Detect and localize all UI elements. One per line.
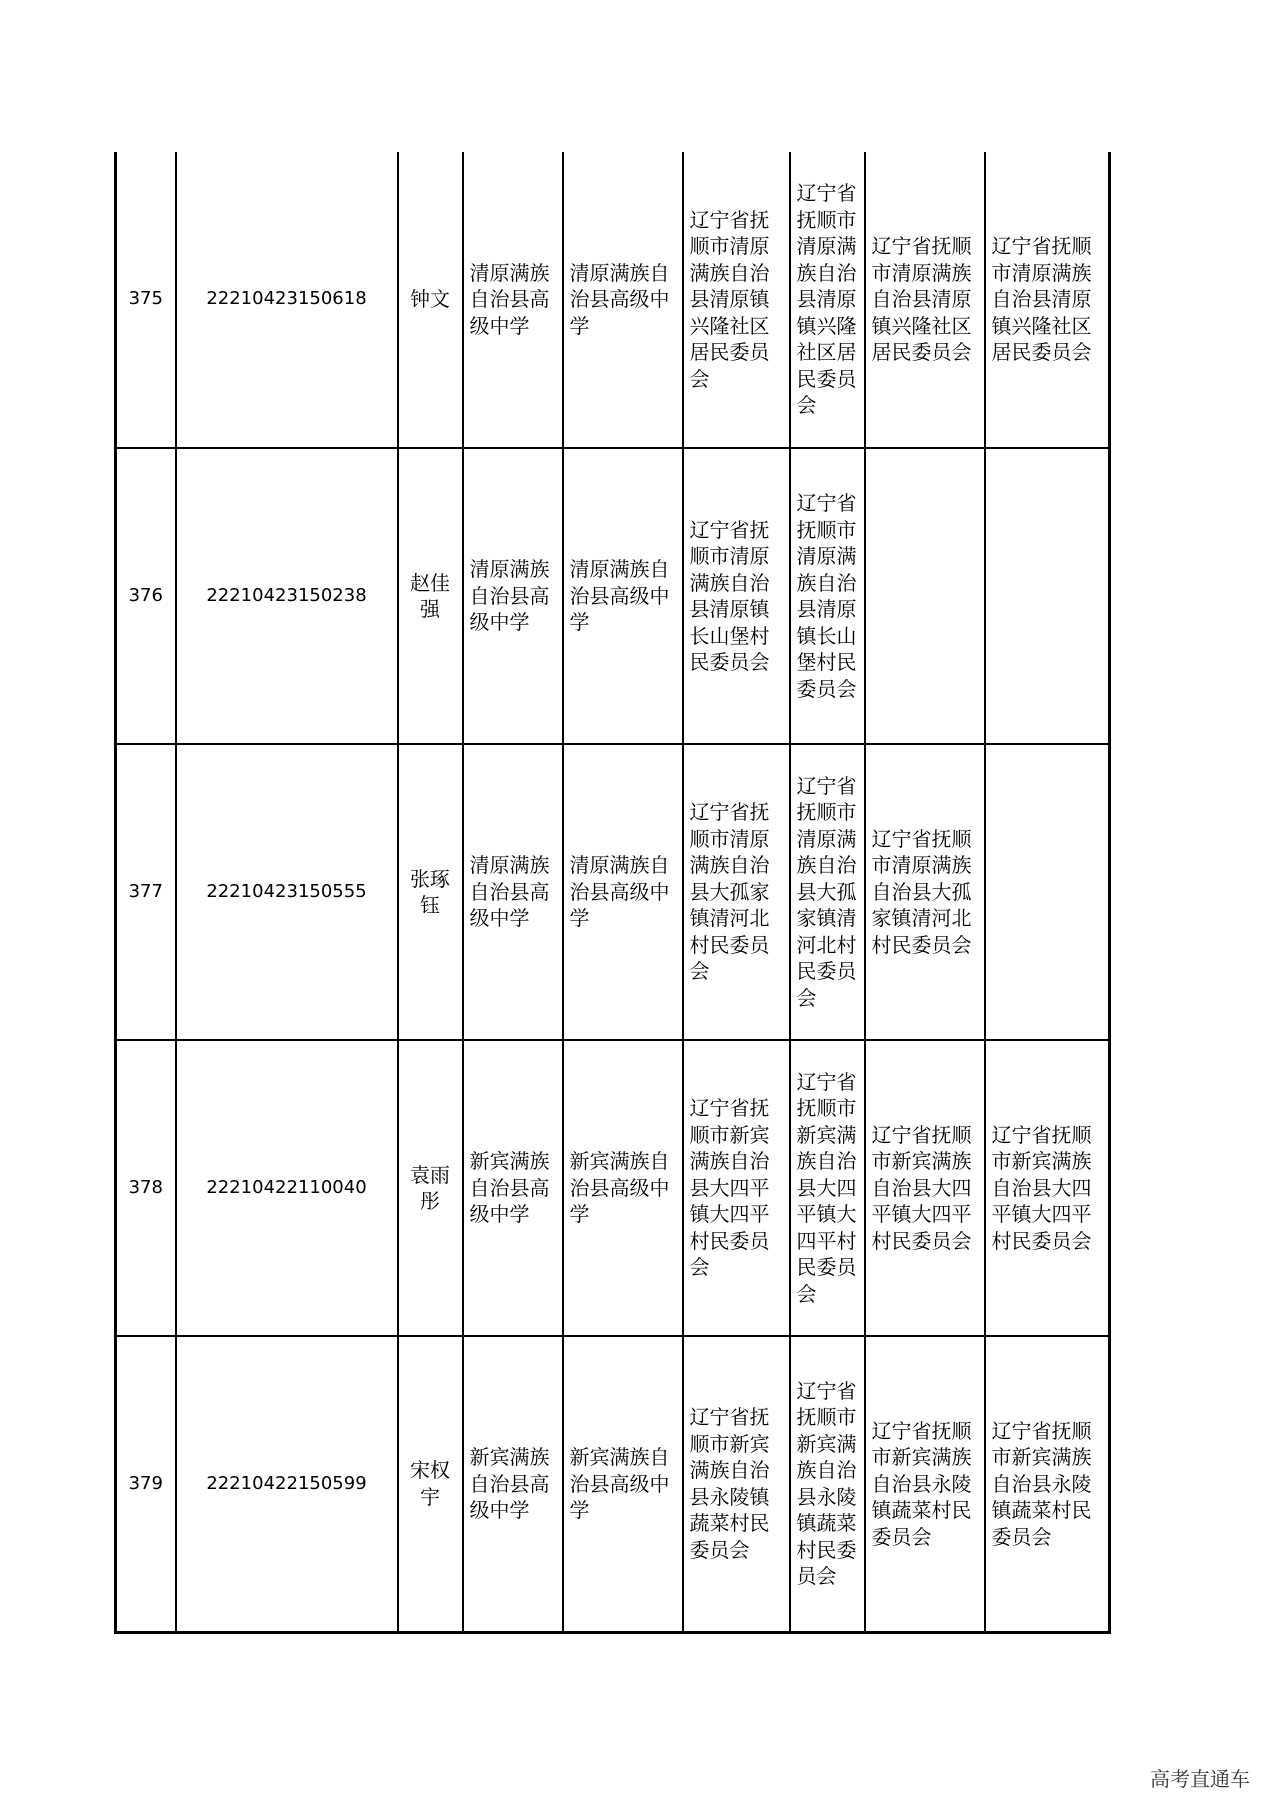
school: 清原满族自治县高级中学: [463, 152, 563, 448]
current-residence: 辽宁省抚顺市清原满族自治县清原镇兴隆社区居民委员会: [985, 152, 1110, 448]
guardian-residence: 辽宁省抚顺市清原满族自治县清原镇兴隆社区居民委员会: [865, 152, 985, 448]
table-row: [116, 152, 1110, 448]
row-number: 378: [116, 1040, 176, 1336]
row-number: 375: [116, 152, 176, 448]
school: 新宾满族自治县高级中学: [463, 1040, 563, 1336]
table-row: [116, 1336, 1110, 1632]
current-residence: 辽宁省抚顺市新宾满族自治县永陵镇蔬菜村民委员会: [985, 1336, 1110, 1632]
row-number: 377: [116, 744, 176, 1040]
graduating-school: 新宾满族自治县高级中学: [563, 1040, 683, 1336]
household-residence: 辽宁省抚顺市清原满族自治县清原镇兴隆社区居民委员会: [790, 152, 865, 448]
registered-residence: 辽宁省抚顺市新宾满族自治县永陵镇蔬菜村民委员会: [683, 1336, 790, 1632]
household-residence: 辽宁省抚顺市新宾满族自治县永陵镇蔬菜村民委员会: [790, 1336, 865, 1632]
student-name: 张琢钰: [398, 744, 463, 1040]
guardian-residence: 辽宁省抚顺市清原满族自治县大孤家镇清河北村民委员会: [865, 744, 985, 1040]
row-number: 376: [116, 448, 176, 744]
guardian-residence: 辽宁省抚顺市新宾满族自治县永陵镇蔬菜村民委员会: [865, 1336, 985, 1632]
graduating-school: 新宾满族自治县高级中学: [563, 1336, 683, 1632]
graduating-school: 清原满族自治县高级中学: [563, 448, 683, 744]
school: 清原满族自治县高级中学: [463, 448, 563, 744]
roster-table: [114, 152, 1111, 1634]
household-residence: 辽宁省抚顺市新宾满族自治县大四平镇大四平村民委员会: [790, 1040, 865, 1336]
guardian-residence: 辽宁省抚顺市新宾满族自治县大四平镇大四平村民委员会: [865, 1040, 985, 1336]
exam-id: 22210422150599: [176, 1336, 398, 1632]
current-residence: 辽宁省抚顺市新宾满族自治县大四平镇大四平村民委员会: [985, 1040, 1110, 1336]
current-residence: [985, 448, 1110, 744]
exam-id: 22210423150238: [176, 448, 398, 744]
table-row: [116, 448, 1110, 744]
registered-residence: 辽宁省抚顺市清原满族自治县清原镇兴隆社区居民委员会: [683, 152, 790, 448]
school: 清原满族自治县高级中学: [463, 744, 563, 1040]
exam-id: 22210423150555: [176, 744, 398, 1040]
registered-residence: 辽宁省抚顺市清原满族自治县大孤家镇清河北村民委员会: [683, 744, 790, 1040]
table-row: [116, 744, 1110, 1040]
graduating-school: 清原满族自治县高级中学: [563, 744, 683, 1040]
exam-id: 22210422110040: [176, 1040, 398, 1336]
registered-residence: 辽宁省抚顺市新宾满族自治县大四平镇大四平村民委员会: [683, 1040, 790, 1336]
household-residence: 辽宁省抚顺市清原满族自治县清原镇长山堡村民委员会: [790, 448, 865, 744]
current-residence: [985, 744, 1110, 1040]
student-name: 赵佳强: [398, 448, 463, 744]
household-residence: 辽宁省抚顺市清原满族自治县大孤家镇清河北村民委员会: [790, 744, 865, 1040]
roster-table-container: [114, 152, 1108, 1632]
table-row: [116, 1040, 1110, 1336]
registered-residence: 辽宁省抚顺市清原满族自治县清原镇长山堡村民委员会: [683, 448, 790, 744]
guardian-residence: [865, 448, 985, 744]
school: 新宾满族自治县高级中学: [463, 1336, 563, 1632]
student-name: 钟文: [398, 152, 463, 448]
exam-id: 22210423150618: [176, 152, 398, 448]
student-name: 袁雨彤: [398, 1040, 463, 1336]
graduating-school: 清原满族自治县高级中学: [563, 152, 683, 448]
row-number: 379: [116, 1336, 176, 1632]
watermark: 高考直通车: [1150, 1767, 1250, 1791]
student-name: 宋权宇: [398, 1336, 463, 1632]
